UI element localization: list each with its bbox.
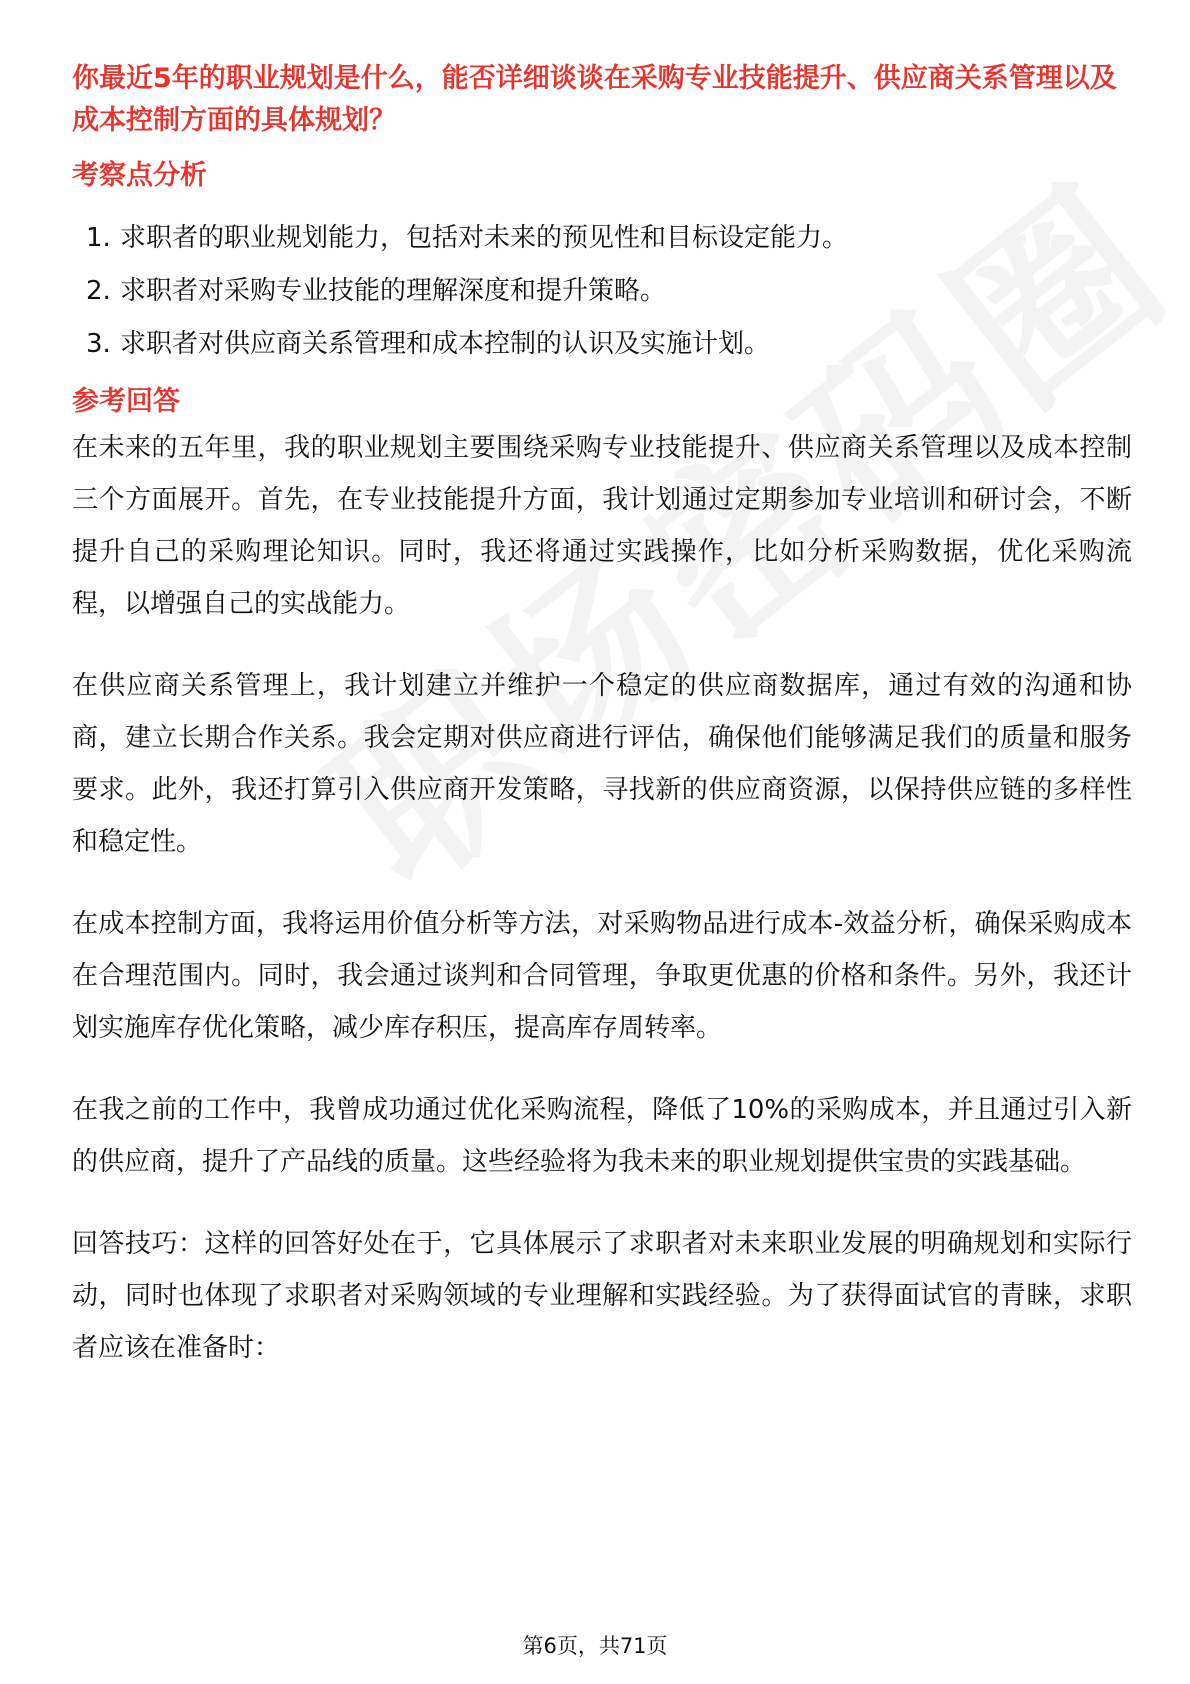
list-item: [72, 220, 1132, 256]
analysis-list: [72, 220, 1132, 362]
document-body: [72, 58, 1132, 1374]
answer-paragraph: 在成本控制方面，我将运用价值分析等方法，对采购物品进行成本-效益分析，确保采购成本在合理范围内。同时，我会通过谈判和合同管理，争取更优惠的价格和条件。另外，我还计划实施库存优化策略，减少库存积压，提高库存周转率。: [72, 909, 1132, 1043]
answer-paragraph: 在我之前的工作中，我曾成功通过优化采购流程，降低了10%的采购成本，并且通过引入新的供应商，提升了产品线的质量。这些经验将为我未来的职业规划提供宝贵的实践基础。: [72, 1095, 1132, 1177]
list-text: 求职者对采购专业技能的理解深度和提升策略。: [120, 276, 667, 306]
list-item: [72, 326, 1132, 362]
list-number: 1.: [86, 223, 111, 253]
answer-paragraph: 在未来的五年里，我的职业规划主要围绕采购专业技能提升、供应商关系管理以及成本控制三个方面展开。首先，在专业技能提升方面，我计划通过定期参加专业培训和研讨会，不断提升自己的采购理论知识。同时，我还将通过实践操作，比如分析采购数据，优化采购流程，以增强自己的实战能力。: [72, 433, 1132, 619]
answer-title: 参考回答: [72, 386, 180, 417]
list-item: [72, 273, 1132, 309]
answer-tips-paragraph: 回答技巧：这样的回答好处在于，它具体展示了求职者对未来职业发展的明确规划和实际行动，同时也体现了求职者对采购领域的专业理解和实践经验。为了获得面试官的青睐，求职者应该在准备时：: [72, 1229, 1132, 1363]
list-number: 2.: [86, 276, 111, 306]
analysis-title: 考察点分析: [72, 160, 207, 191]
list-text: 求职者的职业规划能力，包括对未来的预见性和目标设定能力。: [120, 223, 849, 253]
page-number: 第6页，共71页: [522, 1634, 668, 1658]
answer-paragraph: 在供应商关系管理上，我计划建立并维护一个稳定的供应商数据库，通过有效的沟通和协商，建立长期合作关系。我会定期对供应商进行评估，确保他们能够满足我们的质量和服务要求。此外，我还打算引入供应商开发策略，寻找新的供应商资源，以保持供应链的多样性和稳定性。: [72, 671, 1132, 857]
list-text: 求职者对供应商关系管理和成本控制的认识及实施计划。: [120, 329, 771, 359]
question-heading: 你最近5年的职业规划是什么，能否详细谈谈在采购专业技能提升、供应商关系管理以及成本控制方面的具体规划？: [72, 63, 1117, 136]
list-number: 3.: [86, 329, 111, 359]
